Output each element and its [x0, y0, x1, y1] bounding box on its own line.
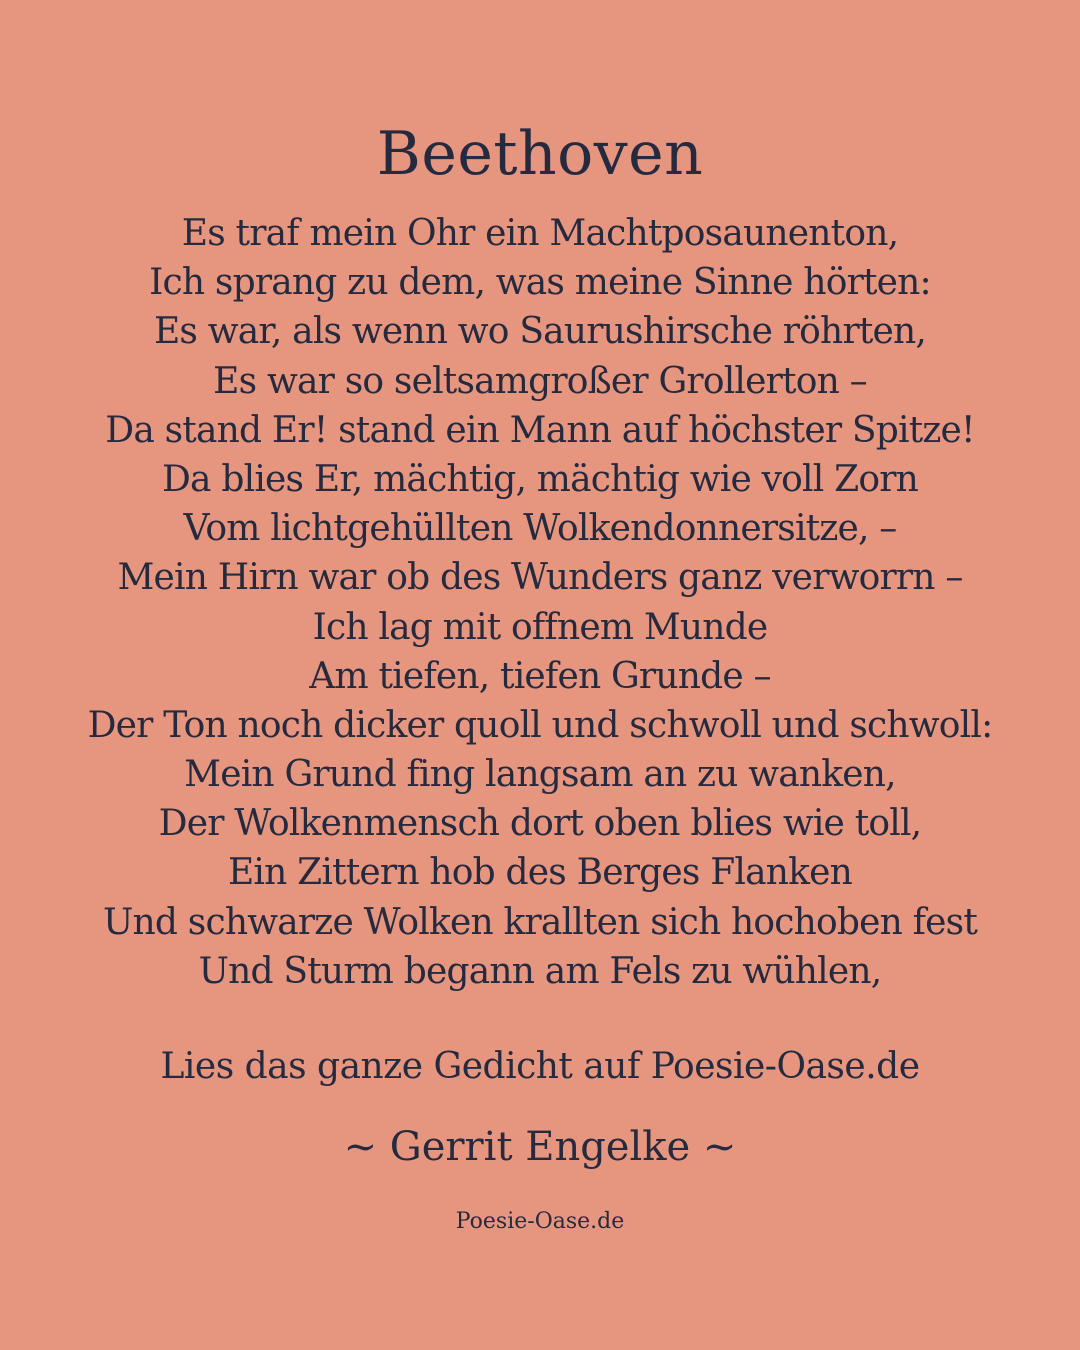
poem-line: Der Wolkenmensch dort oben blies wie toll,: [158, 803, 922, 845]
poem-line: Es war so seltsamgroßer Grollerton –: [213, 360, 867, 402]
poem-line: Mein Hirn war ob des Wunders ganz verworrn –: [117, 557, 963, 599]
poem-body: [0, 209, 1080, 996]
read-more-text: Lies das ganze Gedicht auf Poesie-Oase.de: [160, 1046, 920, 1087]
poem-line: Vom lichtgehüllten Wolkendonnersitze, –: [183, 508, 897, 550]
poem-line: Ein Zittern hob des Berges Flanken: [227, 852, 853, 894]
poem-line: Am tiefen, tiefen Grunde –: [309, 655, 771, 697]
poem-line: Es traf mein Ohr ein Machtposaunenton,: [181, 213, 899, 254]
poem-line: Mein Grund fing langsam an zu wanken,: [184, 754, 896, 796]
author-name: ~ Gerrit Engelke ~: [343, 1124, 737, 1170]
poem-line: Der Ton noch dicker quoll und schwoll und schwoll:: [87, 704, 993, 746]
poem-line: Ich sprang zu dem, was meine Sinne hörten:: [149, 262, 931, 304]
poem-line: Und schwarze Wolken krallten sich hochoben fest: [102, 901, 978, 943]
poem-line: Ich lag mit offnem Munde: [312, 606, 768, 648]
poem-line: Und Sturm begann am Fels zu wühlen,: [198, 950, 882, 992]
poem-line: Da stand Er! stand ein Mann auf höchster Spitze!: [105, 409, 975, 451]
poem-title: Beethoven: [376, 119, 704, 189]
poem-line: Da blies Er, mächtig, mächtig wie voll Zorn: [161, 458, 918, 500]
site-watermark: Poesie-Oase.de: [455, 1209, 625, 1234]
poem-line: Es war, als wenn wo Saurushirsche röhrten,: [153, 311, 927, 353]
